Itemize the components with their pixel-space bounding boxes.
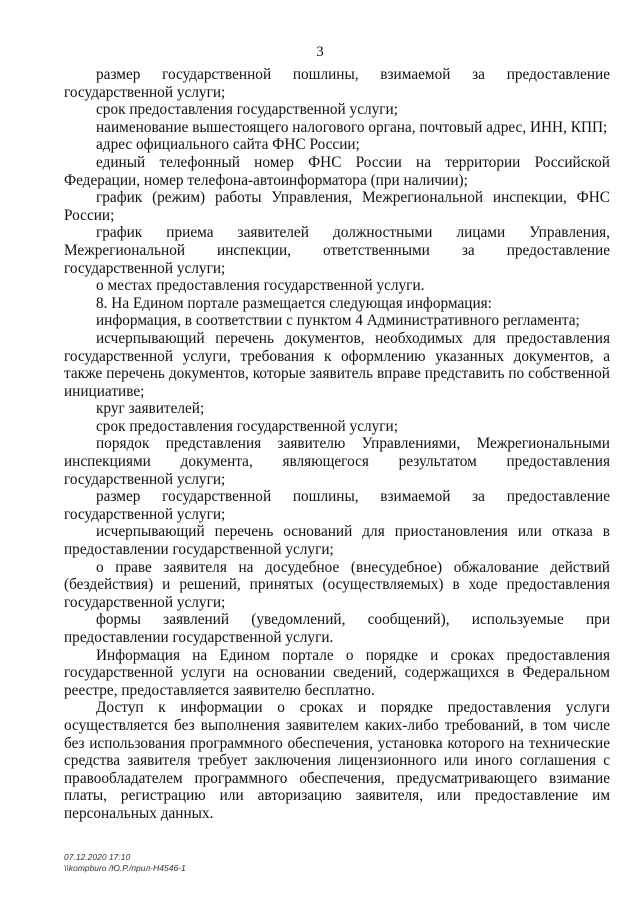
paragraph: информация, в соответствии с пунктом 4 Административного регламента; bbox=[96, 312, 580, 330]
footer-timestamp: 07.12.2020 17:10 bbox=[64, 852, 131, 862]
section-heading-8: 8. На Едином портале размещается следующая информация: bbox=[96, 294, 492, 312]
page-number: 3 bbox=[316, 44, 324, 60]
paragraph: о праве заявителя на досудебное (внесудебное) обжалование действий (бездействия) и решений, принятых (осуществляемых) в ходе предоставления государственной услуги; bbox=[64, 558, 610, 611]
paragraph: единый телефонный номер ФНС России на территории Российской Федерации, номер телефона-автоинформатора (при наличии); bbox=[64, 153, 610, 189]
document-footer bbox=[64, 852, 186, 874]
paragraph: срок предоставления государственной услуги; bbox=[96, 417, 398, 435]
paragraph: формы заявлений (уведомлений, сообщений), используемые при предоставлении государственной услуги. bbox=[64, 611, 610, 646]
footer-file-path: \\kompburo /Ю.Р./прил-Н4546-1 bbox=[64, 863, 186, 873]
paragraph: исчерпывающий перечень оснований для приостановления или отказа в предоставлении государственной услуги; bbox=[64, 523, 610, 559]
paragraph: исчерпывающий перечень документов, необходимых для предоставления государственной услуги, требования к оформлению указанных документов, а также перечень документов, которые заявитель вправе представить по собственной инициативе; bbox=[64, 329, 610, 400]
document-body bbox=[64, 66, 610, 823]
paragraph: срок предоставления государственной услуги; bbox=[96, 101, 398, 119]
paragraph: порядок представления заявителю Управлениями, Межрегиональными инспекциями документа, являющегося результатом предоставления государственной услуги; bbox=[64, 435, 610, 488]
paragraph: Доступ к информации о сроках и порядке предоставления услуги осуществляется без выполнения заявителем каких-либо требований, в том числе без использования программного обеспечения, установка которого на технические средства заявителя требует заключения лицензионного или иного соглашения с правообладателем программного обеспечения, предусматривающего взимание платы, регистрацию или авторизацию заявителя, или предоставление им персональных данных. bbox=[64, 699, 610, 822]
paragraph: круг заявителей; bbox=[96, 400, 205, 418]
paragraph: адрес официального сайта ФНС России; bbox=[96, 136, 360, 154]
paragraph: размер государственной пошлины, взимаемой за предоставление государственной услуги; bbox=[64, 66, 610, 101]
paragraph: размер государственной пошлины, взимаемой за предоставление государственной услуги; bbox=[64, 488, 610, 523]
paragraph: график (режим) работы Управления, Межрегиональной инспекции, ФНС России; bbox=[64, 189, 610, 224]
paragraph: наименование вышестоящего налогового органа, почтовый адрес, ИНН, КПП; bbox=[96, 118, 608, 136]
paragraph: о местах предоставления государственной услуги. bbox=[96, 277, 425, 295]
paragraph: Информация на Едином портале о порядке и сроках предоставления государственной услуги на основании сведений, содержащихся в Федеральном реестре, предоставляется заявителю бесплатно. bbox=[64, 646, 610, 699]
paragraph: график приема заявителей должностными лицами Управления, Межрегиональной инспекции, ответственными за предоставление государственной услуги; bbox=[64, 224, 610, 277]
